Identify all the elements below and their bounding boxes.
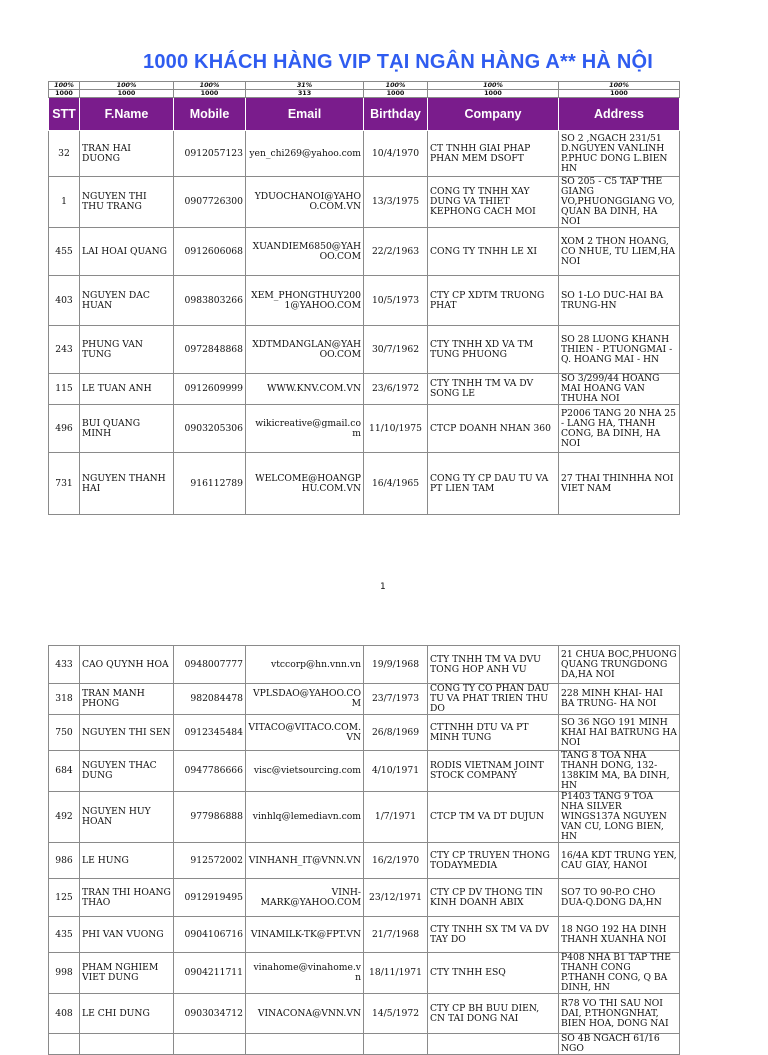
table-row	[49, 917, 680, 953]
mobile-cell: 0907726300	[174, 177, 246, 228]
percent-cell: 31%	[246, 82, 364, 90]
mobile-cell: 0948007777	[174, 646, 246, 684]
stt-cell: 243	[49, 326, 80, 374]
table-row	[49, 276, 680, 326]
address-cell: 228 MINH KHAI- HAI BA TRUNG- HA NOI	[559, 684, 680, 715]
count-cell: 1000	[559, 90, 680, 98]
address-cell: P2006 TANG 20 NHA 25 - LANG HA, THANH CONG, BA DINH, HA NOI	[559, 405, 680, 453]
address-cell: SO 3/299/44 HOANG MAI HOANG VAN THUHA NOI	[559, 374, 680, 405]
birthday-cell: 26/8/1969	[364, 715, 428, 751]
email-cell: VINACONA@VNN.VN	[246, 994, 364, 1034]
mobile-cell: 916112789	[174, 453, 246, 515]
mobile-cell: 0904211711	[174, 953, 246, 994]
stt-cell: 455	[49, 228, 80, 276]
table-row	[49, 879, 680, 917]
address-cell: SO7 TO 90-P.O CHO DUA-Q.DONG DA,HN	[559, 879, 680, 917]
stt-cell: 408	[49, 994, 80, 1034]
email-cell: YDUOCHANOI@YAHOO.COM.VN	[246, 177, 364, 228]
table-row	[49, 374, 680, 405]
column-header-row	[49, 98, 680, 131]
table-row	[49, 751, 680, 792]
mobile-cell: 0904106716	[174, 917, 246, 953]
company-cell: CONG TY CP DAU TU VA PT LIEN TAM	[428, 453, 559, 515]
stt-cell: 32	[49, 131, 80, 177]
email-cell: visc@vietsourcing.com	[246, 751, 364, 792]
mobile-cell: 0947786666	[174, 751, 246, 792]
column-header: Address	[559, 98, 680, 131]
table-row	[49, 405, 680, 453]
name-cell: NGUYEN THAC DUNG	[80, 751, 174, 792]
column-header: Email	[246, 98, 364, 131]
mobile-cell	[174, 1034, 246, 1055]
page-number: 1	[380, 582, 386, 592]
mobile-cell: 977986888	[174, 792, 246, 843]
mobile-cell: 0912345484	[174, 715, 246, 751]
company-cell: CTY CP TRUYEN THONG TODAYMEDIA	[428, 843, 559, 879]
address-cell: P1403 TANG 9 TOA NHA SILVER WINGS137A NGUYEN VAN CU, LONG BIEN, HN	[559, 792, 680, 843]
percent-cell: 100%	[49, 82, 80, 90]
birthday-cell: 23/7/1973	[364, 684, 428, 715]
company-cell: CONG TY TNHH LE XI	[428, 228, 559, 276]
company-cell: CTTNHH DTU VA PT MINH TUNG	[428, 715, 559, 751]
birthday-cell: 19/9/1968	[364, 646, 428, 684]
company-cell: CTY TNHH TM VA DVU TONG HOP ANH VU	[428, 646, 559, 684]
stt-cell: 435	[49, 917, 80, 953]
name-cell: LE TUAN ANH	[80, 374, 174, 405]
stt-cell: 684	[49, 751, 80, 792]
table-body-page-2	[49, 646, 680, 1055]
count-cell: 1000	[364, 90, 428, 98]
mobile-cell: 0983803266	[174, 276, 246, 326]
birthday-cell: 10/4/1970	[364, 131, 428, 177]
email-cell: vtccorp@hn.vnn.vn	[246, 646, 364, 684]
birthday-cell: 13/3/1975	[364, 177, 428, 228]
name-cell: NGUYEN THI SEN	[80, 715, 174, 751]
percent-row	[49, 82, 680, 90]
company-cell: CTY TNHH XD VA TM TUNG PHUONG	[428, 326, 559, 374]
stt-cell: 318	[49, 684, 80, 715]
name-cell: NGUYEN DAC HUAN	[80, 276, 174, 326]
name-cell	[80, 1034, 174, 1055]
birthday-cell: 14/5/1972	[364, 994, 428, 1034]
company-cell: CTCP DOANH NHAN 360	[428, 405, 559, 453]
address-cell: SO 2 ,NGACH 231/51 D.NGUYEN VANLINH P.PHUC DONG L.BIEN HN	[559, 131, 680, 177]
company-cell: CTCP TM VA DT DUJUN	[428, 792, 559, 843]
table-row	[49, 453, 680, 515]
name-cell: NGUYEN HUY HOAN	[80, 792, 174, 843]
stt-cell: 496	[49, 405, 80, 453]
column-header: Mobile	[174, 98, 246, 131]
birthday-cell: 16/2/1970	[364, 843, 428, 879]
customer-table-page-1	[48, 81, 680, 515]
birthday-cell: 21/7/1968	[364, 917, 428, 953]
table-row	[49, 228, 680, 276]
company-cell: CTY TNHH TM VA DV SONG LE	[428, 374, 559, 405]
address-cell: 21 CHUA BOC,PHUONG QUANG TRUNGDONG DA,HA NOI	[559, 646, 680, 684]
name-cell: PHI VAN VUONG	[80, 917, 174, 953]
count-cell: 1000	[174, 90, 246, 98]
email-cell: VINHANH_IT@VNN.VN	[246, 843, 364, 879]
address-cell: TANG 8 TOA NHA THANH DONG, 132-138KIM MA, BA DINH, HN	[559, 751, 680, 792]
name-cell: BUI QUANG MINH	[80, 405, 174, 453]
birthday-cell: 4/10/1971	[364, 751, 428, 792]
name-cell: TRAN MANH PHONG	[80, 684, 174, 715]
stt-cell: 492	[49, 792, 80, 843]
name-cell: CAO QUYNH HOA	[80, 646, 174, 684]
company-cell: CONG TY CO PHAN DAU TU VA PHAT TRIEN THU DO	[428, 684, 559, 715]
address-cell: SO 28 LUONG KHANH THIEN - P.TUONGMAI - Q. HOANG MAI - HN	[559, 326, 680, 374]
mobile-cell: 0903205306	[174, 405, 246, 453]
email-cell: XUANDIEM6850@YAHOO.COM	[246, 228, 364, 276]
company-cell: CTY CP DV THONG TIN KINH DOANH ABIX	[428, 879, 559, 917]
table-row	[49, 646, 680, 684]
stt-cell: 125	[49, 879, 80, 917]
company-cell: CTY TNHH ESQ	[428, 953, 559, 994]
table-row	[49, 131, 680, 177]
address-cell: P408 NHA B1 TAP THE THANH CONG P.THANH CONG, Q BA DINH, HN	[559, 953, 680, 994]
percent-cell: 100%	[428, 82, 559, 90]
table-row	[49, 792, 680, 843]
page-title: 1000 KHÁCH HÀNG VIP TẠI NGÂN HÀNG A** HÀ NỘI	[143, 51, 653, 73]
mobile-cell: 982084478	[174, 684, 246, 715]
count-cell: 313	[246, 90, 364, 98]
mobile-cell: 0903034712	[174, 994, 246, 1034]
count-cell: 1000	[428, 90, 559, 98]
email-cell: VPLSDAO@YAHOO.COM	[246, 684, 364, 715]
name-cell: LE HUNG	[80, 843, 174, 879]
address-cell: XOM 2 THON HOANG, CO NHUE, TU LIEM,HA NOI	[559, 228, 680, 276]
company-cell: RODIS VIETNAM JOINT STOCK COMPANY	[428, 751, 559, 792]
table-row	[49, 1034, 680, 1055]
column-header: Birthday	[364, 98, 428, 131]
address-cell: 16/4A KDT TRUNG YEN, CAU GIAY, HANOI	[559, 843, 680, 879]
table-row	[49, 953, 680, 994]
email-cell: XDTMDANGLAN@YAHOO.COM	[246, 326, 364, 374]
name-cell: PHUNG VAN TUNG	[80, 326, 174, 374]
name-cell: TRAN THI HOANG THAO	[80, 879, 174, 917]
mobile-cell: 0912057123	[174, 131, 246, 177]
email-cell: yen_chi269@yahoo.com	[246, 131, 364, 177]
table-row	[49, 715, 680, 751]
stt-cell: 433	[49, 646, 80, 684]
table-row	[49, 843, 680, 879]
email-cell: vinahome@vinahome.vn	[246, 953, 364, 994]
company-cell: CONG TY TNHH XAY DUNG VA THIET KEPHONG CACH MOI	[428, 177, 559, 228]
email-cell: vinhlq@lemediavn.com	[246, 792, 364, 843]
stt-cell: 115	[49, 374, 80, 405]
address-cell: SO 1-LO DUC-HAI BA TRUNG-HN	[559, 276, 680, 326]
mobile-cell: 0912606068	[174, 228, 246, 276]
table-row	[49, 994, 680, 1034]
table-row	[49, 326, 680, 374]
mobile-cell: 0912609999	[174, 374, 246, 405]
email-cell: wikicreative@gmail.com	[246, 405, 364, 453]
birthday-cell: 30/7/1962	[364, 326, 428, 374]
count-cell: 1000	[80, 90, 174, 98]
address-cell: SO 4B NGACH 61/16 NGO	[559, 1034, 680, 1055]
stt-cell: 750	[49, 715, 80, 751]
name-cell: NGUYEN THANH HAI	[80, 453, 174, 515]
customer-table-page-2	[48, 645, 680, 1055]
stt-cell: 986	[49, 843, 80, 879]
stt-cell: 403	[49, 276, 80, 326]
table-row	[49, 684, 680, 715]
percent-cell: 100%	[559, 82, 680, 90]
mobile-cell: 0912919495	[174, 879, 246, 917]
mobile-cell: 0972848868	[174, 326, 246, 374]
company-cell: CTY CP XDTM TRUONG PHAT	[428, 276, 559, 326]
email-cell: XEM_PHONGTHUY2001@YAHOO.COM	[246, 276, 364, 326]
address-cell: SO 36 NGO 191 MINH KHAI HAI BATRUNG HA NOI	[559, 715, 680, 751]
stt-cell	[49, 1034, 80, 1055]
name-cell: TRAN HAI DUONG	[80, 131, 174, 177]
table-body-page-1	[49, 82, 680, 515]
birthday-cell: 23/6/1972	[364, 374, 428, 405]
name-cell: LE CHI DUNG	[80, 994, 174, 1034]
email-cell: VITACO@VITACO.COM.VN	[246, 715, 364, 751]
stt-cell: 1	[49, 177, 80, 228]
birthday-cell: 16/4/1965	[364, 453, 428, 515]
birthday-cell: 11/10/1975	[364, 405, 428, 453]
name-cell: PHAM NGHIEM VIET DUNG	[80, 953, 174, 994]
address-cell: R78 VO THI SAU NOI DAI, P.THONGNHAT, BIEN HOA, DONG NAI	[559, 994, 680, 1034]
count-row	[49, 90, 680, 98]
percent-cell: 100%	[174, 82, 246, 90]
birthday-cell: 18/11/1971	[364, 953, 428, 994]
name-cell: LAI HOAI QUANG	[80, 228, 174, 276]
email-cell	[246, 1034, 364, 1055]
stt-cell: 731	[49, 453, 80, 515]
table-row	[49, 177, 680, 228]
company-cell: CTY TNHH SX TM VA DV TAY DO	[428, 917, 559, 953]
birthday-cell: 1/7/1971	[364, 792, 428, 843]
name-cell: NGUYEN THI THU TRANG	[80, 177, 174, 228]
address-cell: 18 NGO 192 HA DINH THANH XUANHA NOI	[559, 917, 680, 953]
email-cell: VINH-MARK@YAHOO.COM	[246, 879, 364, 917]
birthday-cell	[364, 1034, 428, 1055]
address-cell: SO 205 - C5 TAP THE GIANG VO,PHUONGGIANG VO, QUAN BA DINH, HA NOI	[559, 177, 680, 228]
column-header: STT	[49, 98, 80, 131]
email-cell: WELCOME@HOANGPHU.COM.VN	[246, 453, 364, 515]
count-cell: 1000	[49, 90, 80, 98]
percent-cell: 100%	[80, 82, 174, 90]
birthday-cell: 23/12/1971	[364, 879, 428, 917]
column-header: Company	[428, 98, 559, 131]
address-cell: 27 THAI THINHHA NOI VIET NAM	[559, 453, 680, 515]
company-cell: CTY CP BH BUU DIEN, CN TAI DONG NAI	[428, 994, 559, 1034]
percent-cell: 100%	[364, 82, 428, 90]
birthday-cell: 10/5/1973	[364, 276, 428, 326]
company-cell: CT TNHH GIAI PHAP PHAN MEM DSOFT	[428, 131, 559, 177]
email-cell: VINAMILK-TK@FPT.VN	[246, 917, 364, 953]
mobile-cell: 912572002	[174, 843, 246, 879]
stt-cell: 998	[49, 953, 80, 994]
column-header: F.Name	[80, 98, 174, 131]
birthday-cell: 22/2/1963	[364, 228, 428, 276]
email-cell: WWW.KNV.COM.VN	[246, 374, 364, 405]
company-cell	[428, 1034, 559, 1055]
